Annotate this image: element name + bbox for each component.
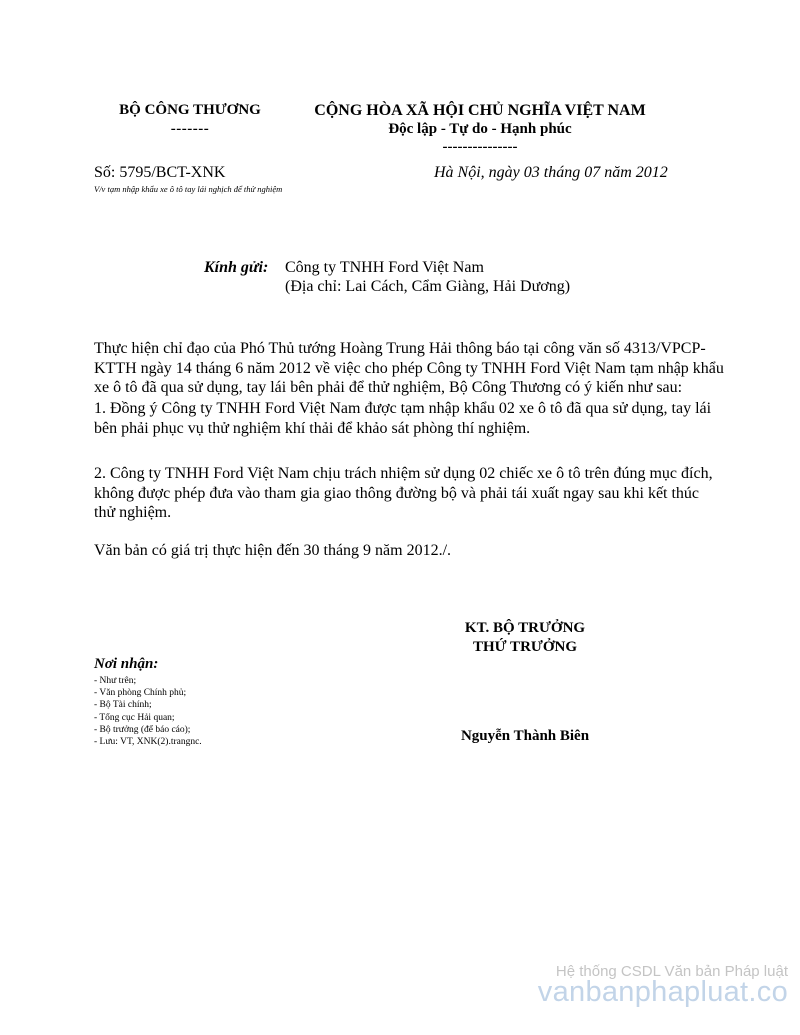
body-paragraph-item-1: 1. Đồng ý Công ty TNHH Ford Việt Nam được tạm nhập khẩu 02 xe ô tô đã qua sử dụng, tay lái bên phải phục vụ thử nghiệm khí thải để khảo sát phòng thí nghiệm.	[94, 400, 712, 437]
national-motto: Độc lập - Tự do - Hạnh phúc	[388, 121, 572, 137]
motto-divider: ---------------	[442, 139, 518, 155]
issuing-agency: BỘ CÔNG THƯƠNG	[119, 102, 261, 118]
signer-name: Nguyễn Thành Biên	[460, 728, 590, 744]
national-title: CỘNG HÒA XÃ HỘI CHỦ NGHĨA VIỆT NAM	[314, 102, 646, 119]
document-number: Số: 5795/BCT-XNK	[94, 164, 226, 181]
watermark-domain: vanbanphapluat.co	[537, 976, 788, 1008]
body-paragraph-validity: Văn bản có giá trị thực hiện đến 30 tháng 9 năm 2012./.	[94, 542, 452, 559]
body-paragraph-intro: Thực hiện chỉ đạo của Phó Thủ tướng Hoàng Trung Hải thông báo tại công văn số 4313/VPCP-KTTH ngày 14 tháng 6 năm 2012 về việc cho phép Công ty TNHH Ford Việt Nam tạm nhập khẩu xe ô tô đã qua sử dụng, tay lái bên phải để thử nghiệm, Bộ Công Thương có ý kiến như sau:	[94, 340, 724, 396]
document-subject: V/v tạm nhập khẩu xe ô tô tay lái nghịch để thử nghiệm	[94, 184, 283, 194]
recipients-list-item: - Lưu: VT, XNK(2).trangnc.	[94, 737, 202, 748]
watermark-caption: Hệ thống CSDL Văn bản Pháp luật	[555, 963, 788, 980]
body-paragraph-item-2: 2. Công ty TNHH Ford Việt Nam chịu trách nhiệm sử dụng 02 chiếc xe ô tô trên đúng mục đích, không được phép đưa vào tham gia giao thông đường bộ và phải tái xuất ngay sau khi kết thúc thử nghiệm.	[94, 465, 713, 521]
recipients-list	[94, 675, 202, 748]
signature-title	[420, 619, 630, 657]
recipient-label: Kính gửi:	[204, 259, 269, 276]
signature-title-line-1: KT. BỘ TRƯỞNG	[464, 620, 586, 636]
signature-title-line-2: THỨ TRƯỞNG	[472, 639, 578, 655]
recipients-list-item: - Bộ Tài chính;	[94, 700, 152, 711]
recipients-list-item: - Văn phòng Chính phủ;	[94, 688, 187, 699]
recipients-heading: Nơi nhận:	[94, 656, 159, 672]
recipient-address: (Địa chỉ: Lai Cách, Cẩm Giàng, Hải Dương)	[285, 278, 571, 295]
recipient-name: Công ty TNHH Ford Việt Nam	[285, 259, 484, 276]
agency-divider: -------	[170, 121, 210, 137]
place-and-date: Hà Nội, ngày 03 tháng 07 năm 2012	[434, 164, 668, 181]
recipients-list-item: - Tổng cục Hải quan;	[94, 712, 175, 723]
recipients-list-item: - Như trên;	[94, 676, 137, 686]
recipients-list-item: - Bộ trưởng (để báo cáo);	[94, 724, 191, 735]
